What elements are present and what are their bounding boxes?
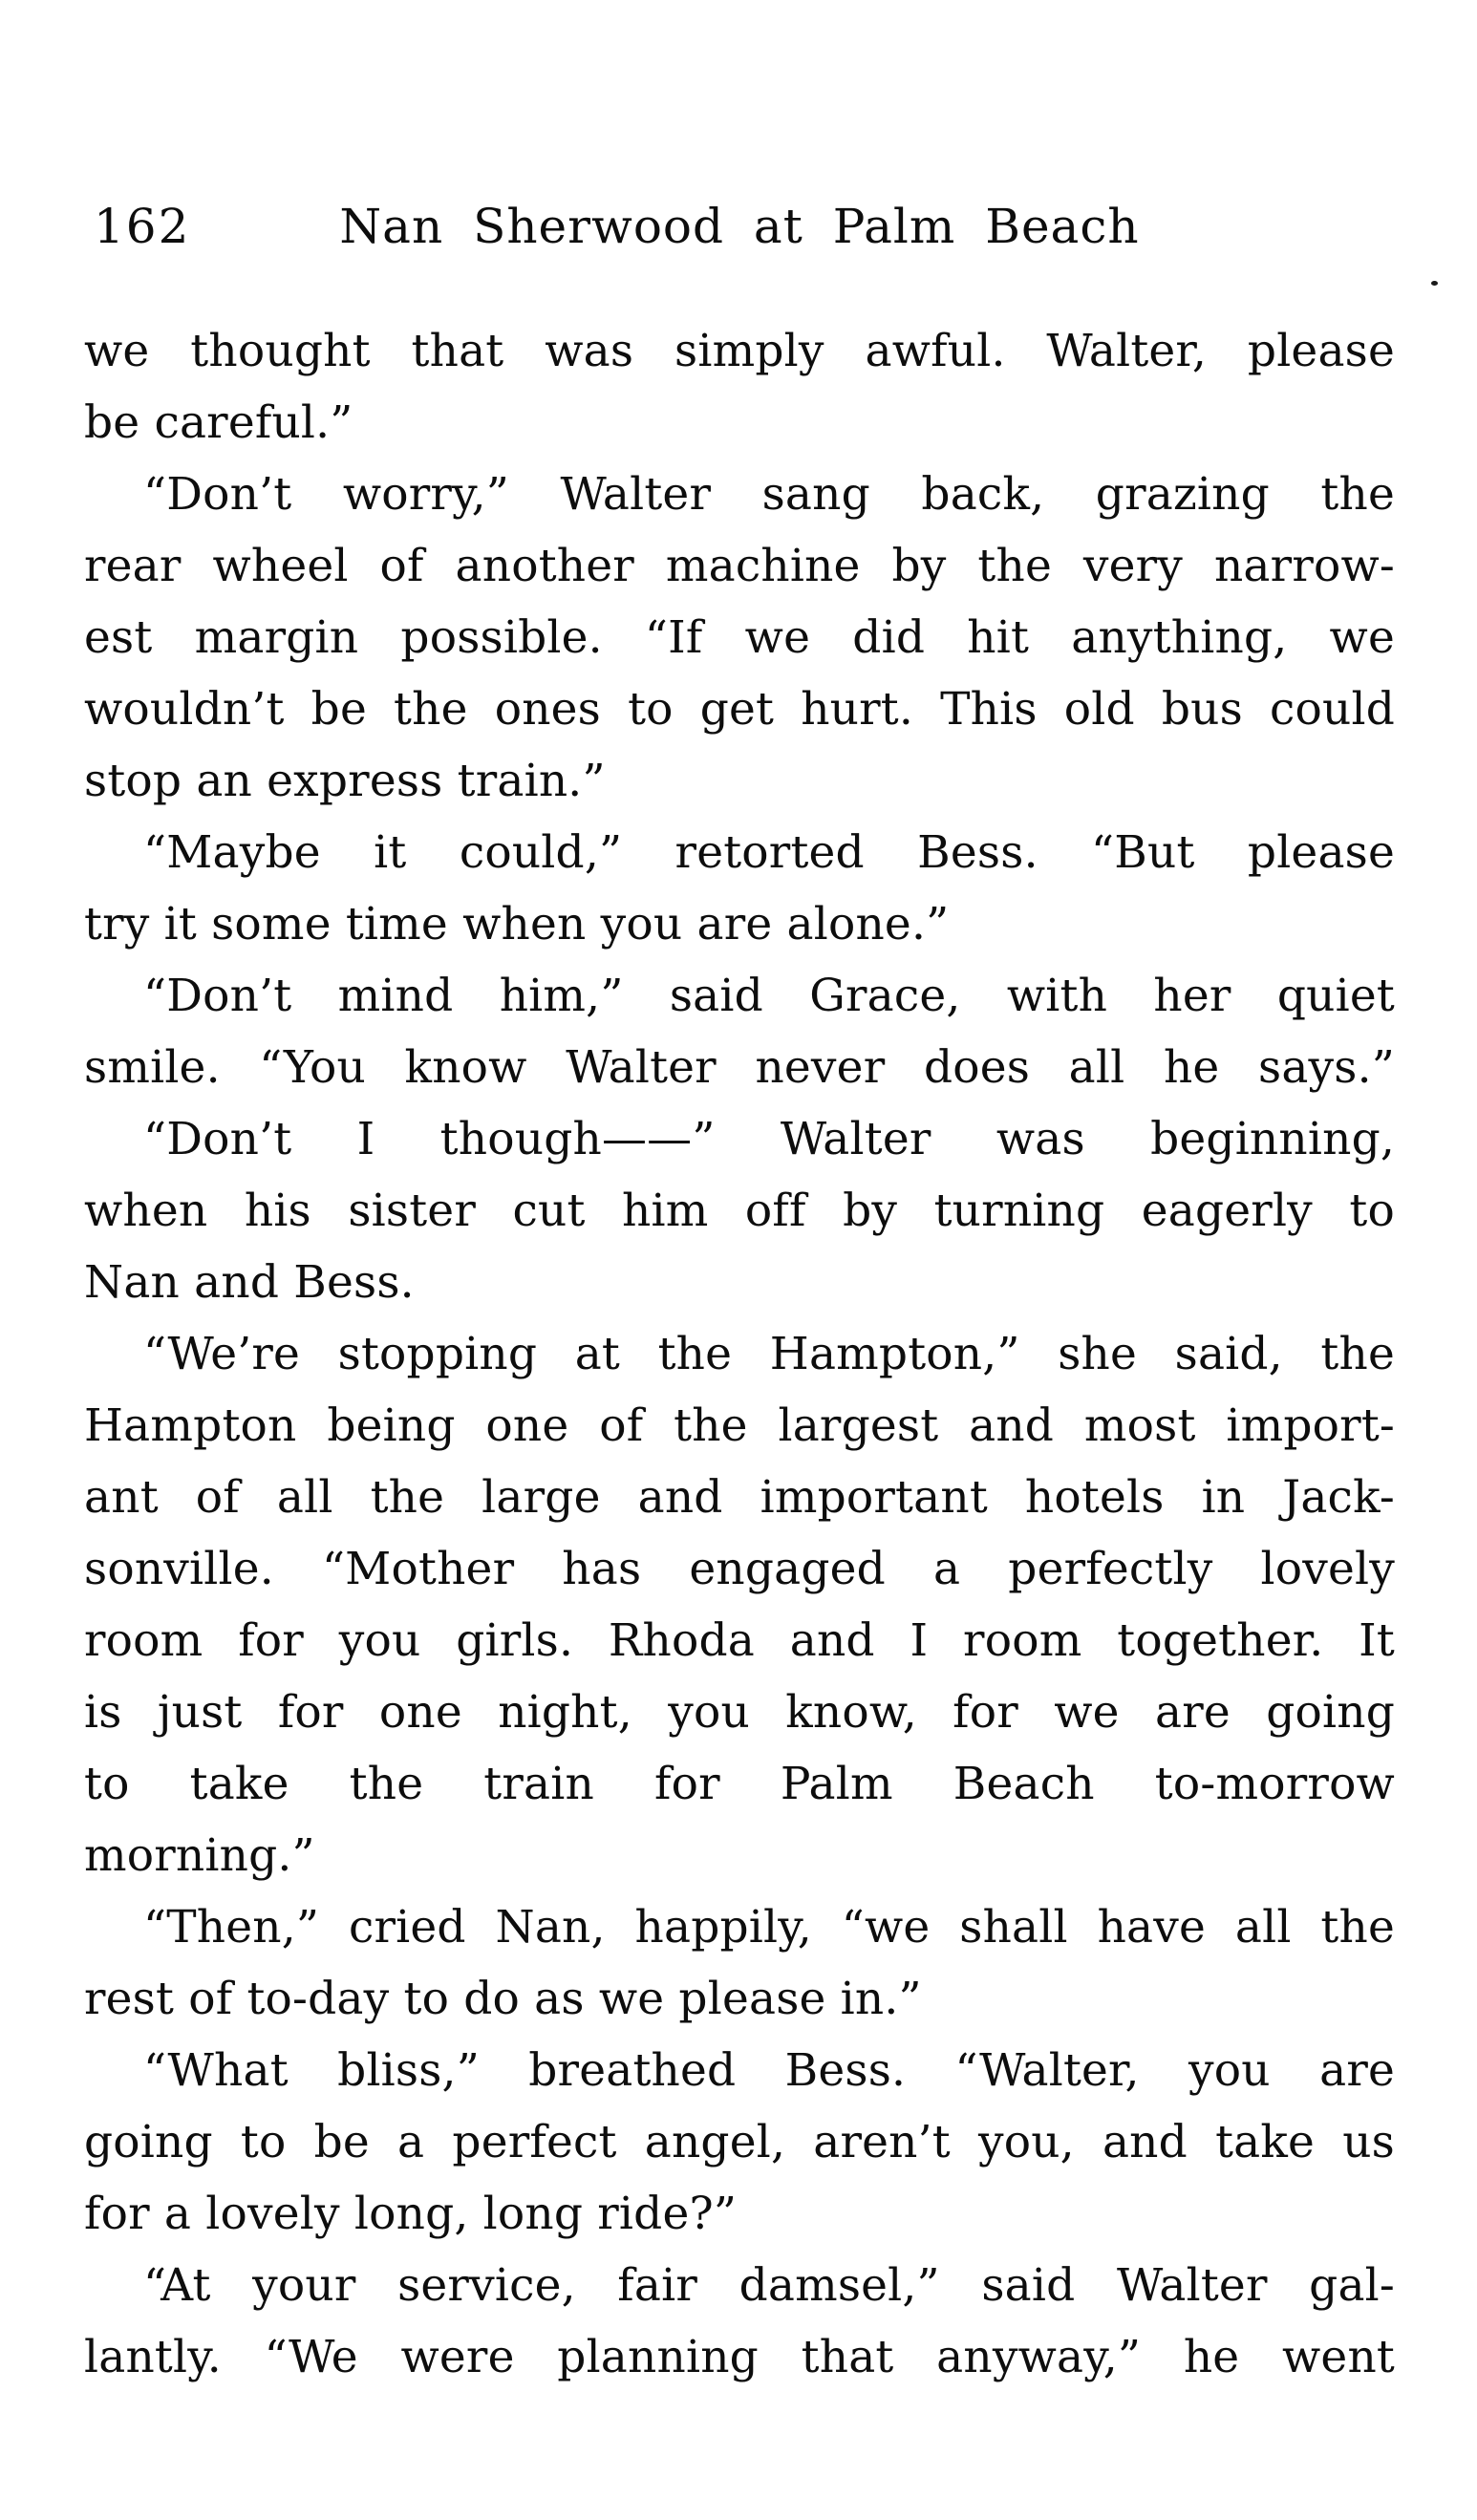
page-content: [84, 191, 1395, 2393]
text-line: “Maybe it could,” retorted Bess. “But please: [143, 826, 1395, 879]
body-text-block: [84, 315, 1395, 2393]
text-line: be careful.”: [84, 396, 353, 449]
text-line: rest of to-day to do as we please in.”: [84, 1973, 922, 2025]
text-line: try it some time when you are alone.”: [84, 898, 950, 950]
text-line: stop an express train.”: [84, 755, 606, 807]
text-line: room for you girls. Rhoda and I room together. It: [84, 1614, 1395, 1667]
text-line: “Then,” cried Nan, happily, “we shall have all the: [143, 1901, 1395, 1954]
running-title: Nan Sherwood at Palm Beach: [339, 199, 1140, 254]
text-line: we thought that was simply awful. Walter, please: [84, 325, 1395, 377]
text-line: going to be a perfect angel, aren’t you, and take us: [84, 2116, 1395, 2168]
text-line: “Don’t mind him,” said Grace, with her quiet: [143, 970, 1395, 1022]
text-line: ant of all the large and important hotels in Jack-: [84, 1471, 1395, 1524]
text-line: morning.”: [84, 1829, 315, 1882]
text-line: when his sister cut him off by turning eagerly to: [84, 1185, 1395, 1237]
text-line: lantly. “We were planning that anyway,” he went: [84, 2331, 1395, 2383]
text-line: Hampton being one of the largest and most import-: [84, 1399, 1395, 1452]
page-number: 162: [94, 199, 191, 254]
text-line: “At your service, fair damsel,” said Walter gal-: [143, 2259, 1395, 2312]
text-line: est margin possible. “If we did hit anything, we: [84, 611, 1395, 664]
text-line: Nan and Bess.: [84, 1256, 415, 1309]
text-line: to take the train for Palm Beach to-morrow: [84, 1758, 1395, 1810]
text-line: is just for one night, you know, for we are going: [84, 1686, 1395, 1739]
text-line: sonville. “Mother has engaged a perfectly lovely: [84, 1543, 1395, 1595]
text-line: for a lovely long, long ride?”: [84, 2188, 738, 2240]
text-line: “We’re stopping at the Hampton,” she said, the: [143, 1328, 1395, 1380]
text-line: “What bliss,” breathed Bess. “Walter, you are: [143, 2044, 1395, 2097]
text-line: “Don’t I though——” Walter was beginning,: [143, 1113, 1395, 1165]
text-line: wouldn’t be the ones to get hurt. This old bus could: [84, 683, 1395, 736]
scan-speck-artifact: [1431, 281, 1438, 286]
text-line: smile. “You know Walter never does all he says.”: [84, 1041, 1395, 1094]
running-head: [84, 191, 1395, 263]
text-line: “Don’t worry,” Walter sang back, grazing the: [143, 468, 1395, 521]
text-line: rear wheel of another machine by the very narrow-: [84, 540, 1395, 592]
